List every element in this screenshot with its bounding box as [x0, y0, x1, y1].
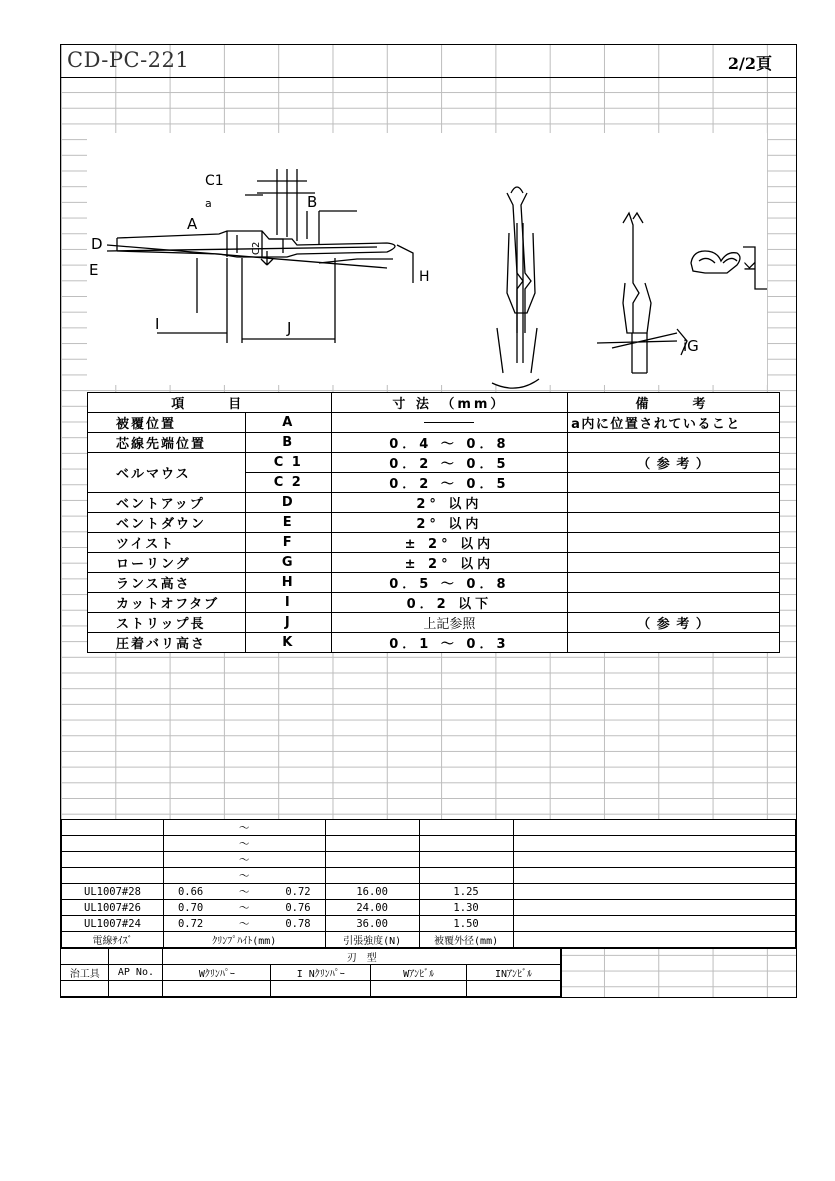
wire-size: UL1007#26	[62, 900, 164, 916]
tool-table-blank	[561, 948, 797, 998]
item-symbol: G	[245, 553, 331, 573]
header-ap-no: AP No.	[109, 965, 163, 981]
spec-header-row	[88, 393, 780, 413]
tensile-strength: 16.00	[325, 884, 419, 900]
tool-die-row	[61, 949, 561, 965]
item-symbol: C 1	[245, 453, 331, 473]
crimp-row	[62, 884, 796, 900]
item-name: ランス高さ	[88, 573, 246, 593]
outer-diameter: 1.50	[419, 916, 513, 932]
spec-row	[88, 613, 780, 633]
header-in-anvil: INｱﾝﾋﾞﾙ	[467, 965, 561, 981]
header-w-crimper: Wｸﾘﾝﾊﾟｰ	[163, 965, 271, 981]
tilde: ～	[217, 916, 271, 932]
item-value: ± 2° 以内	[331, 553, 568, 573]
item-note: （ 参 考 ）	[568, 453, 780, 473]
document-code: CD-PC-221	[67, 48, 190, 72]
spec-row	[88, 453, 780, 473]
item-symbol: F	[245, 533, 331, 553]
header-w-anvil: Wｱﾝﾋﾞﾙ	[371, 965, 467, 981]
terminal-drawing	[87, 133, 767, 385]
tilde: ～	[217, 868, 271, 884]
rolling-view	[597, 213, 687, 373]
label-h: H	[419, 269, 430, 285]
item-note	[568, 553, 780, 573]
tensile-strength: 36.00	[325, 916, 419, 932]
spec-row	[88, 593, 780, 613]
item-value: 0．5 ～ 0．8	[331, 573, 568, 593]
header-remarks: 備 考	[568, 393, 780, 413]
header-outer-diameter: 被覆外径(mm)	[419, 932, 513, 948]
item-value: 0．2 ～ 0．5	[331, 473, 568, 493]
item-name: 芯線先端位置	[88, 433, 246, 453]
tilde: ～	[217, 836, 271, 852]
item-value: 2° 以内	[331, 513, 568, 533]
side-view	[107, 169, 413, 343]
height-min: 0.72	[163, 916, 217, 932]
crimp-empty-row	[62, 820, 796, 836]
outer-diameter: 1.25	[419, 884, 513, 900]
item-symbol: K	[245, 633, 331, 653]
spec-row	[88, 433, 780, 453]
wire-size: UL1007#28	[62, 884, 164, 900]
item-name: ベルマウス	[88, 453, 246, 493]
label-e: E	[89, 261, 99, 279]
header-in-crimper: I Nｸﾘﾝﾊﾟｰ	[271, 965, 371, 981]
tilde: ～	[217, 820, 271, 836]
label-a-small: a	[205, 197, 212, 210]
height-max: 0.72	[271, 884, 325, 900]
tool-empty-row	[61, 981, 561, 997]
item-note	[568, 573, 780, 593]
crimp-height-table	[61, 819, 796, 948]
height-min: 0.66	[163, 884, 217, 900]
crimp-row	[62, 916, 796, 932]
item-name: ローリング	[88, 553, 246, 573]
crimp-row	[62, 900, 796, 916]
item-value: 0．2 ～ 0．5	[331, 453, 568, 473]
tilde: ～	[217, 852, 271, 868]
spec-row	[88, 553, 780, 573]
label-i: I	[155, 315, 160, 333]
crimp-empty-row	[62, 852, 796, 868]
item-note	[568, 513, 780, 533]
tool-header-row	[61, 965, 561, 981]
header-dimension: 寸 法 （mm）	[331, 393, 568, 413]
item-note	[568, 633, 780, 653]
label-k: K	[743, 261, 759, 271]
crimp-header-row	[62, 932, 796, 948]
item-note	[568, 493, 780, 513]
label-d: D	[91, 235, 103, 253]
spec-table	[87, 392, 780, 653]
label-b: B	[307, 193, 318, 211]
item-name: ベントアップ	[88, 493, 246, 513]
item-note	[568, 433, 780, 453]
item-name: カットオフタブ	[88, 593, 246, 613]
item-name: 圧着バリ高さ	[88, 633, 246, 653]
header-item: 項 目	[88, 393, 332, 413]
item-symbol: D	[245, 493, 331, 513]
item-symbol: J	[245, 613, 331, 633]
header-jig: 治工具	[61, 965, 109, 981]
item-symbol: E	[245, 513, 331, 533]
header-wire-size: 電線ｻｲｽﾞ	[62, 932, 164, 948]
item-note: a内に位置されていること	[568, 413, 780, 433]
corner-line	[721, 997, 797, 998]
item-value: 0．1 ～ 0．3	[331, 633, 568, 653]
item-note	[568, 533, 780, 553]
tilde: ～	[217, 884, 271, 900]
item-value: 0．4 ～ 0．8	[331, 433, 568, 453]
spec-row	[88, 533, 780, 553]
spec-row	[88, 573, 780, 593]
item-value: 0．2 以下	[331, 593, 568, 613]
height-max: 0.78	[271, 916, 325, 932]
spec-row	[88, 493, 780, 513]
spec-row	[88, 633, 780, 653]
item-note: （ 参 考 ）	[568, 613, 780, 633]
item-note	[568, 593, 780, 613]
label-c1: C1	[205, 173, 224, 189]
die-header: 刃 型	[163, 949, 561, 965]
item-value: 上記参照	[331, 613, 568, 633]
item-symbol: B	[245, 433, 331, 453]
label-a: A	[187, 215, 198, 233]
item-name: 被覆位置	[88, 413, 246, 433]
outer-diameter: 1.30	[419, 900, 513, 916]
item-symbol: C 2	[245, 473, 331, 493]
item-note	[568, 473, 780, 493]
item-name: ストリップ長	[88, 613, 246, 633]
item-name: ベントダウン	[88, 513, 246, 533]
item-value: 2° 以内	[331, 493, 568, 513]
item-symbol: H	[245, 573, 331, 593]
height-min: 0.70	[163, 900, 217, 916]
label-j: J	[287, 319, 292, 337]
item-value: ± 2° 以内	[331, 533, 568, 553]
item-name: ツイスト	[88, 533, 246, 553]
label-c2: C2	[251, 241, 262, 255]
crimp-empty-row	[62, 836, 796, 852]
tool-table	[61, 948, 561, 997]
label-g: iG	[683, 337, 699, 355]
tensile-strength: 24.00	[325, 900, 419, 916]
dash-mark	[424, 422, 474, 423]
terminal-drawing-svg	[87, 133, 767, 385]
document-sheet	[60, 44, 797, 998]
spec-row	[88, 513, 780, 533]
item-value-dash	[331, 413, 568, 433]
title-row	[61, 45, 796, 78]
crimp-empty-row	[62, 868, 796, 884]
height-max: 0.76	[271, 900, 325, 916]
header-tensile: 引張強度(N)	[325, 932, 419, 948]
wire-size: UL1007#24	[62, 916, 164, 932]
front-view	[492, 187, 539, 388]
spec-row	[88, 413, 780, 433]
header-crimp-height: ｸﾘﾝﾌﾟﾊｲﾄ(mm)	[163, 932, 325, 948]
tilde: ～	[217, 900, 271, 916]
item-symbol: A	[245, 413, 331, 433]
item-symbol: I	[245, 593, 331, 613]
page-number: 2/2頁	[727, 54, 772, 73]
